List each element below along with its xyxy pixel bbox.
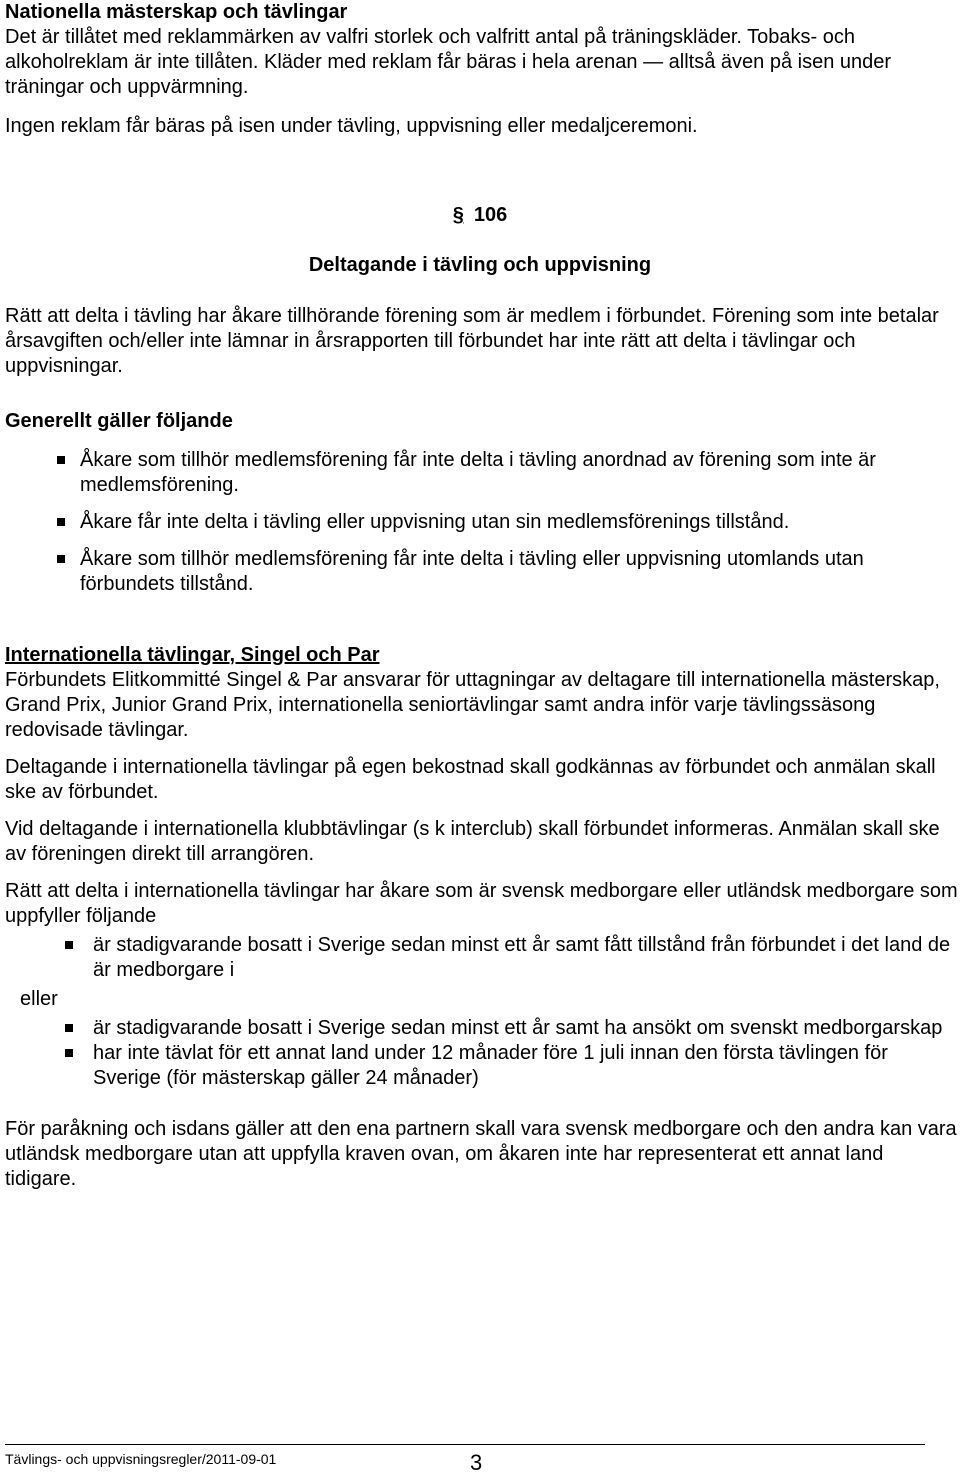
international-paragraph-1: Förbundets Elitkommitté Singel & Par ansvarar för uttagningar av deltagare till internationella mästerskap, Grand Prix, Junior Grand Prix, internationella seniortävlingar samt andra inför varje tävlingssäsong redovisade tävlingar. bbox=[5, 669, 940, 741]
international-paragraph-3: Vid deltagande i internationella klubbtävlingar (s k interclub) skall förbundet informeras. Anmälan skall ske av föreningen direkt till arrangören. bbox=[5, 818, 940, 865]
square-bullet-icon bbox=[65, 1024, 73, 1032]
general-list bbox=[5, 448, 955, 597]
square-bullet-icon bbox=[65, 941, 73, 949]
national-paragraph-1: Det är tillåtet med reklammärken av valfri storlek och valfritt antal på träningskläder. Tobaks- och alkoholreklam är inte tillåten. Kläder med reklam får bäras i hela arenan — alltså även på isen under träningar och uppvärmning. bbox=[5, 26, 892, 98]
square-bullet-icon bbox=[57, 518, 65, 526]
list-item bbox=[5, 933, 960, 983]
list-item bbox=[5, 1016, 960, 1041]
list-item-text: är stadigvarande bosatt i Sverige sedan minst ett år samt ha ansökt om svenskt medborgarskap bbox=[93, 1017, 943, 1039]
international-paragraph-5: För paråkning och isdans gäller att den ena partnern skall vara svensk medborgare och den andra kan vara utländsk medborgare utan att uppfylla kraven ovan, om åkaren inte har representerat ett annat land tidigare. bbox=[5, 1118, 957, 1190]
general-subheading: Generellt gäller följande bbox=[5, 410, 233, 432]
square-bullet-icon bbox=[57, 555, 65, 563]
section-participation bbox=[5, 304, 955, 609]
paragraph-number bbox=[0, 203, 960, 228]
paragraph-title: Deltagande i tävling och uppvisning bbox=[308, 254, 652, 276]
international-paragraph-2: Deltagande i internationella tävlingar på egen bekostnad skall godkännas av förbundet och anmälan skall ske av förbundet. bbox=[5, 756, 936, 803]
list-item-text: Åkare som tillhör medlemsförening får inte delta i tävling eller uppvisning utomlands utan förbundets tillstånd. bbox=[80, 548, 864, 595]
section-national bbox=[5, 0, 955, 139]
list-item-text: är stadigvarande bosatt i Sverige sedan minst ett år samt fått tillstånd från förbundet i det land de är medborgare i bbox=[93, 934, 951, 981]
list-item-text: har inte tävlat för ett annat land under 12 månader före 1 juli innan den första tävlingen för Sverige (för mästerskap gäller 24 månader) bbox=[93, 1042, 888, 1089]
international-paragraph-4: Rätt att delta i internationella tävlingar har åkare som är svensk medborgare eller utländsk medborgare som uppfyller följande bbox=[5, 880, 958, 927]
footer-divider bbox=[5, 1444, 925, 1445]
list-item-text: Åkare som tillhör medlemsförening får inte delta i tävling anordnad av förening som inte är medlemsförening. bbox=[80, 449, 876, 496]
page-number: 3 bbox=[470, 1450, 483, 1475]
eligibility-list-b bbox=[5, 1016, 960, 1091]
footer-document-title: Tävlings- och uppvisningsregler/2011-09-01 bbox=[5, 1451, 277, 1467]
national-heading: Nationella mästerskap och tävlingar bbox=[5, 1, 348, 23]
or-word: eller bbox=[20, 988, 58, 1010]
section-number: 106 bbox=[473, 204, 508, 226]
participation-paragraph: Rätt att delta i tävling har åkare tillhörande förening som är medlem i förbundet. Förening som inte betalar årsavgiften och/eller inte lämnar in årsrapporten till förbundet har inte rätt att delta i tävlingar och uppvisningar. bbox=[5, 305, 939, 377]
list-item bbox=[5, 448, 955, 498]
eligibility-list-a bbox=[5, 933, 960, 983]
international-heading: Internationella tävlingar, Singel och Par bbox=[5, 644, 380, 666]
square-bullet-icon bbox=[65, 1049, 73, 1057]
section-symbol: § bbox=[452, 204, 464, 226]
square-bullet-icon bbox=[57, 456, 65, 464]
section-international bbox=[5, 643, 960, 1204]
national-paragraph-2: Ingen reklam får bäras på isen under tävling, uppvisning eller medaljceremoni. bbox=[5, 115, 698, 137]
list-item-text: Åkare får inte delta i tävling eller uppvisning utan sin medlemsförenings tillstånd. bbox=[80, 511, 790, 533]
list-item bbox=[5, 510, 955, 535]
list-item bbox=[5, 547, 955, 597]
list-item bbox=[5, 1041, 960, 1091]
